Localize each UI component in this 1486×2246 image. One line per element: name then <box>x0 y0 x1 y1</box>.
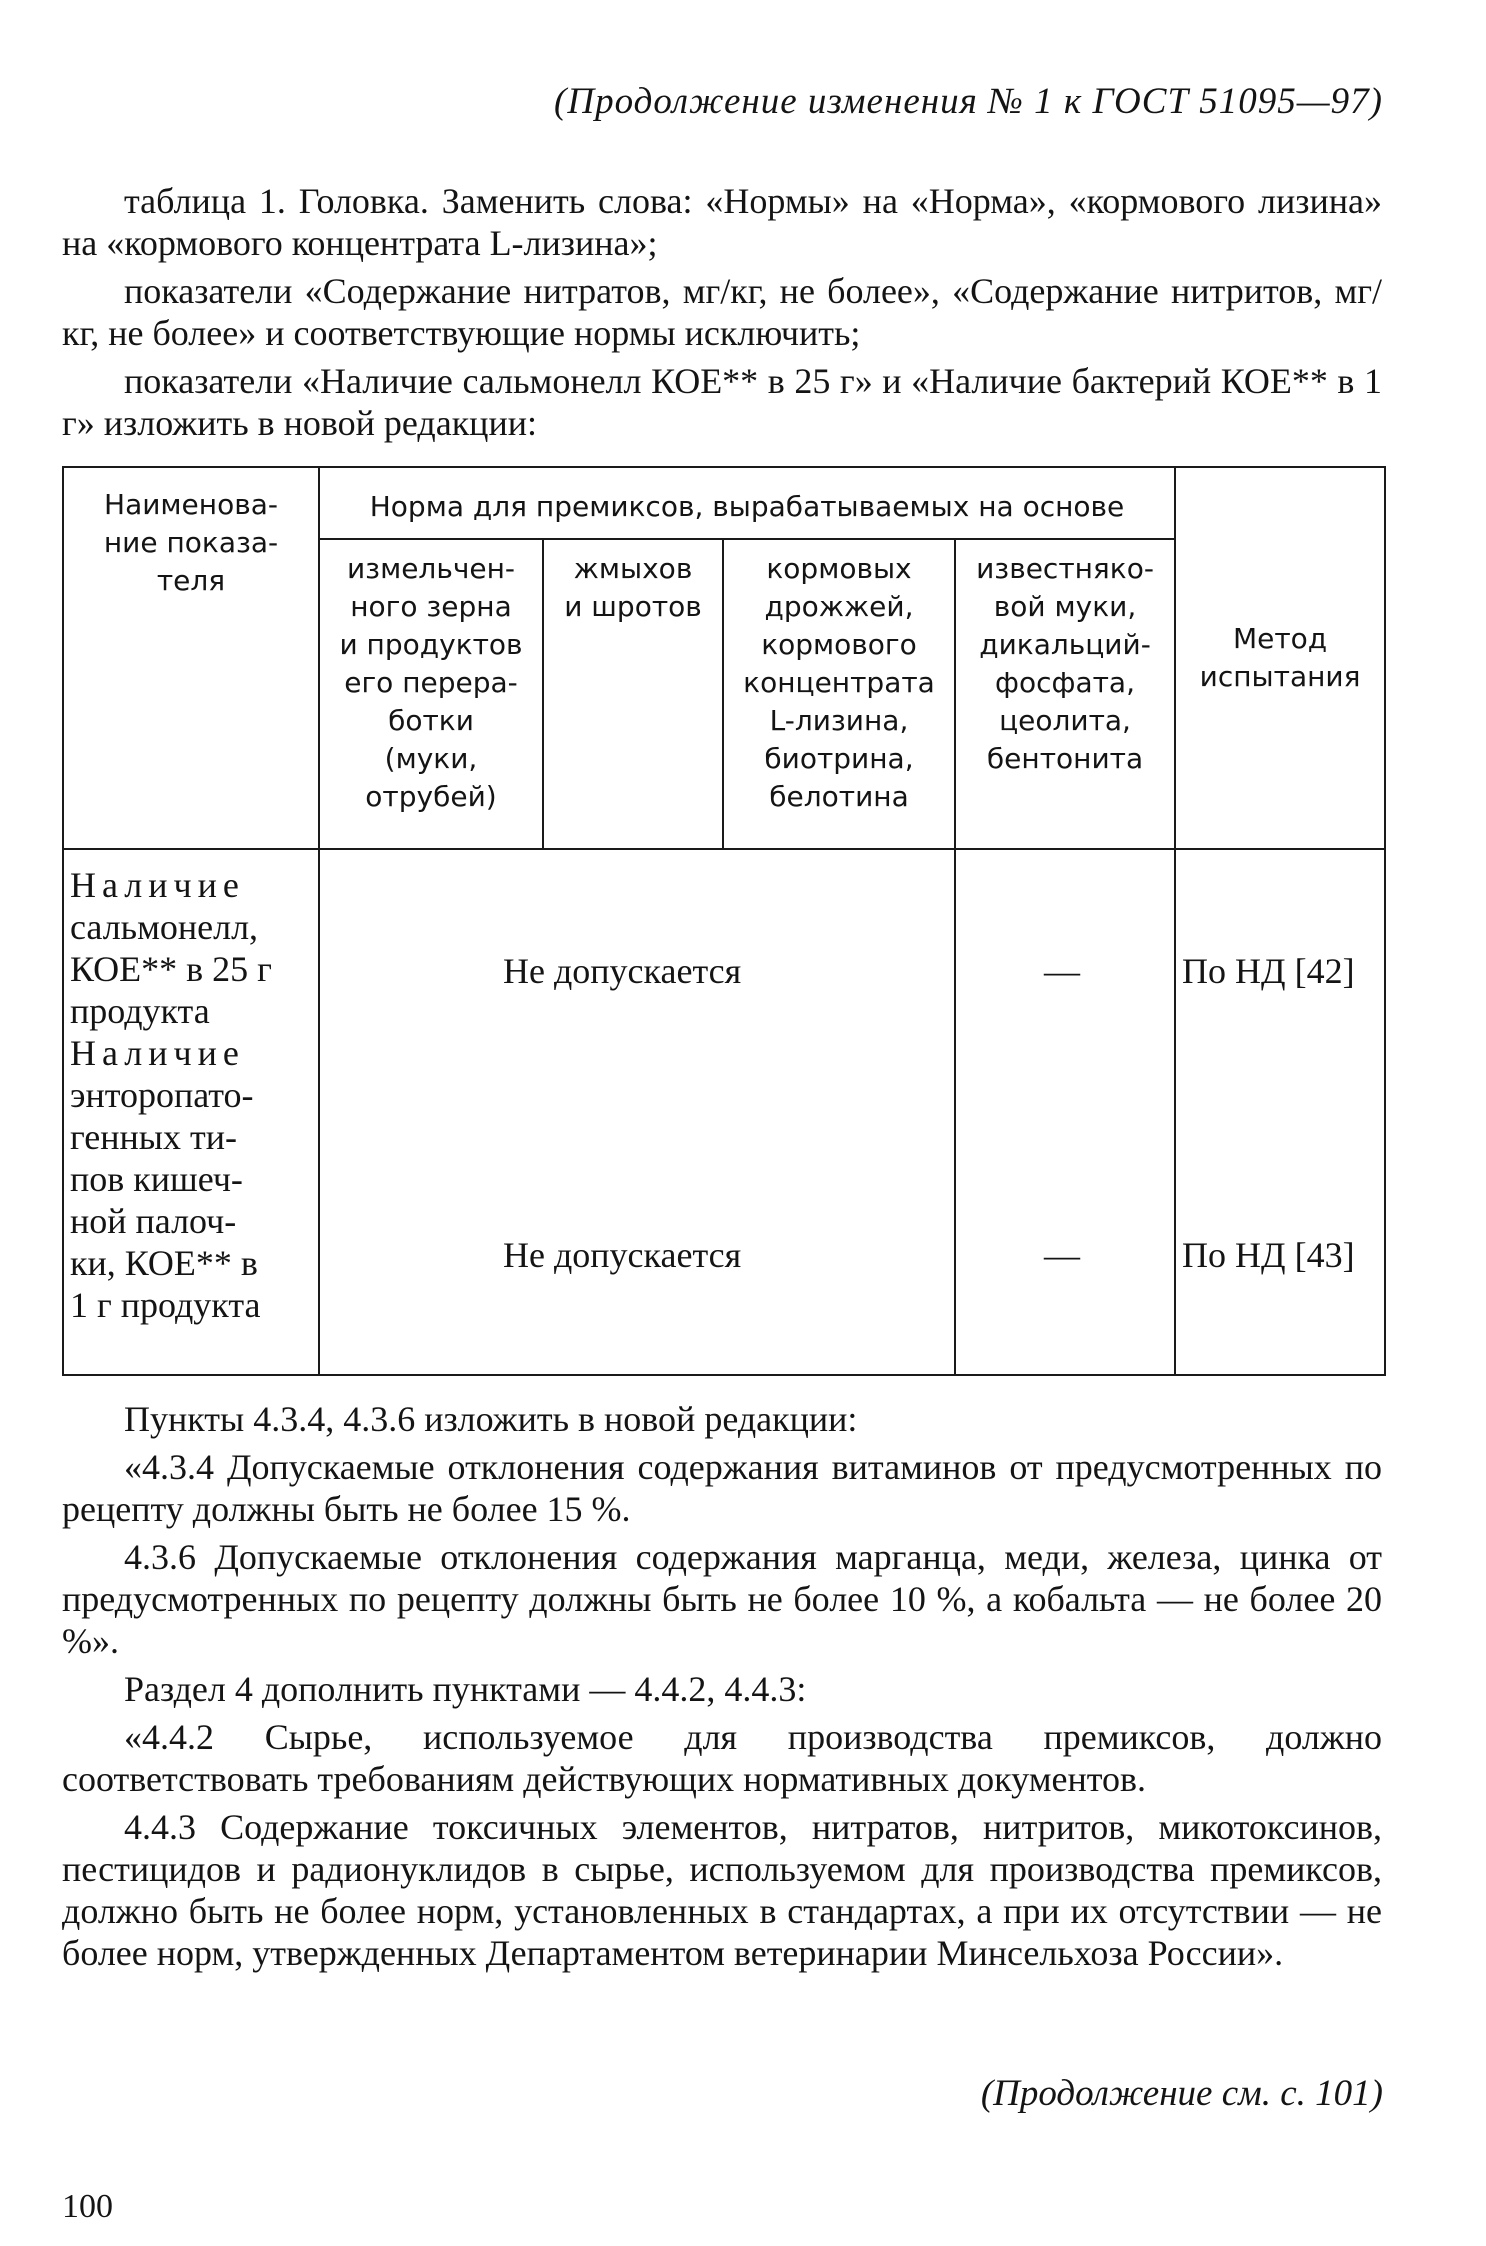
row-1-name: сальмонелл, КОЕ** в 25 г продукта <box>70 907 272 1031</box>
norm-cell <box>319 849 955 1375</box>
subcol-header-grain: измельчен- ного зерна и продуктов его перера- ботки (муки, отрубей) <box>319 539 543 849</box>
row-2-name-lead: Наличие <box>70 1033 245 1073</box>
dash-cell <box>955 849 1175 1375</box>
running-header: (Продолжение изменения № 1 к ГОСТ 51095—97) <box>554 81 1383 122</box>
subcol-header-oilcake: жмыхов и шротов <box>543 539 723 849</box>
body-paragraph: 4.4.3 Содержание токсичных элементов, нитратов, нитритов, микотоксинов, пестицидов и радионуклидов в сырье, используемом для производства премиксов, должно быть не более норм, установленных в стандартах, а при их отсутствии — не более норм, утвержденных Департаментом ветеринарии Минсельхоза России». <box>62 1807 1382 1973</box>
body-paragraph: Раздел 4 дополнить пунктами — 4.4.2, 4.4.3: <box>124 1669 807 1709</box>
body-paragraph: 4.3.6 Допускаемые отклонения содержания марганца, меди, железа, цинка от предусмотренных по рецепту должны быть не более 10 %, а кобальта — не более 20 %». <box>62 1537 1382 1661</box>
page-number: 100 <box>62 2188 113 2225</box>
body-paragraph: Пункты 4.3.4, 4.3.6 изложить в новой редакции: <box>124 1399 858 1439</box>
method-cell <box>1175 849 1385 1375</box>
col-header-norm-group: Норма для премиксов, вырабатываемых на основе <box>319 467 1175 539</box>
table-row-names <box>63 849 319 1375</box>
col-header-method: Метод испытания <box>1175 467 1385 849</box>
continuation-note: (Продолжение см. с. 101) <box>980 2073 1383 2114</box>
row-1-dash: — <box>1044 951 1080 991</box>
row-2-method: По НД [43] <box>1182 1235 1355 1275</box>
intro-paragraph: таблица 1. Головка. Заменить слова: «Нормы» на «Норма», «кормового лизина» на «кормового концентрата L-лизина»; <box>62 181 1382 263</box>
row-1-method: По НД [42] <box>1182 951 1355 991</box>
subcol-header-yeast: кормовых дрожжей, кормового концентрата L-лизина, биотрина, белотина <box>723 539 955 849</box>
body-paragraph: «4.4.2 Сырье, используемое для производства премиксов, должно соответствовать требованиям действующих нормативных документов. <box>62 1717 1382 1799</box>
body-paragraph: «4.3.4 Допускаемые отклонения содержания витаминов от предусмотренных по рецепту должны быть не более 15 %. <box>62 1447 1382 1529</box>
row-1-name-lead: Наличие <box>70 865 245 905</box>
col-header-indicator: Наименова- ние показа- теля <box>63 467 319 849</box>
row-2-dash: — <box>1044 1235 1080 1275</box>
row-1-norm: Не допускается <box>503 951 742 991</box>
norms-table <box>62 466 1386 1376</box>
intro-paragraph: показатели «Содержание нитратов, мг/кг, не более», «Содержание нитритов, мг/кг, не более» и соответствующие нормы исключить; <box>62 271 1382 353</box>
row-2-norm: Не допускается <box>503 1235 742 1275</box>
intro-section <box>62 180 1382 444</box>
subcol-header-limestone: известняко- вой муки, дикальций- фосфата, цеолита, бентонита <box>955 539 1175 849</box>
intro-paragraph: показатели «Наличие сальмонелл КОЕ** в 25 г» и «Наличие бактерий КОЕ** в 1 г» изложить в новой редакции: <box>62 361 1382 443</box>
amendments-section <box>62 1398 1382 1974</box>
row-2-name: энторопато- генных ти- пов кишеч- ной палоч- ки, КОЕ** в 1 г продукта <box>70 1075 261 1325</box>
